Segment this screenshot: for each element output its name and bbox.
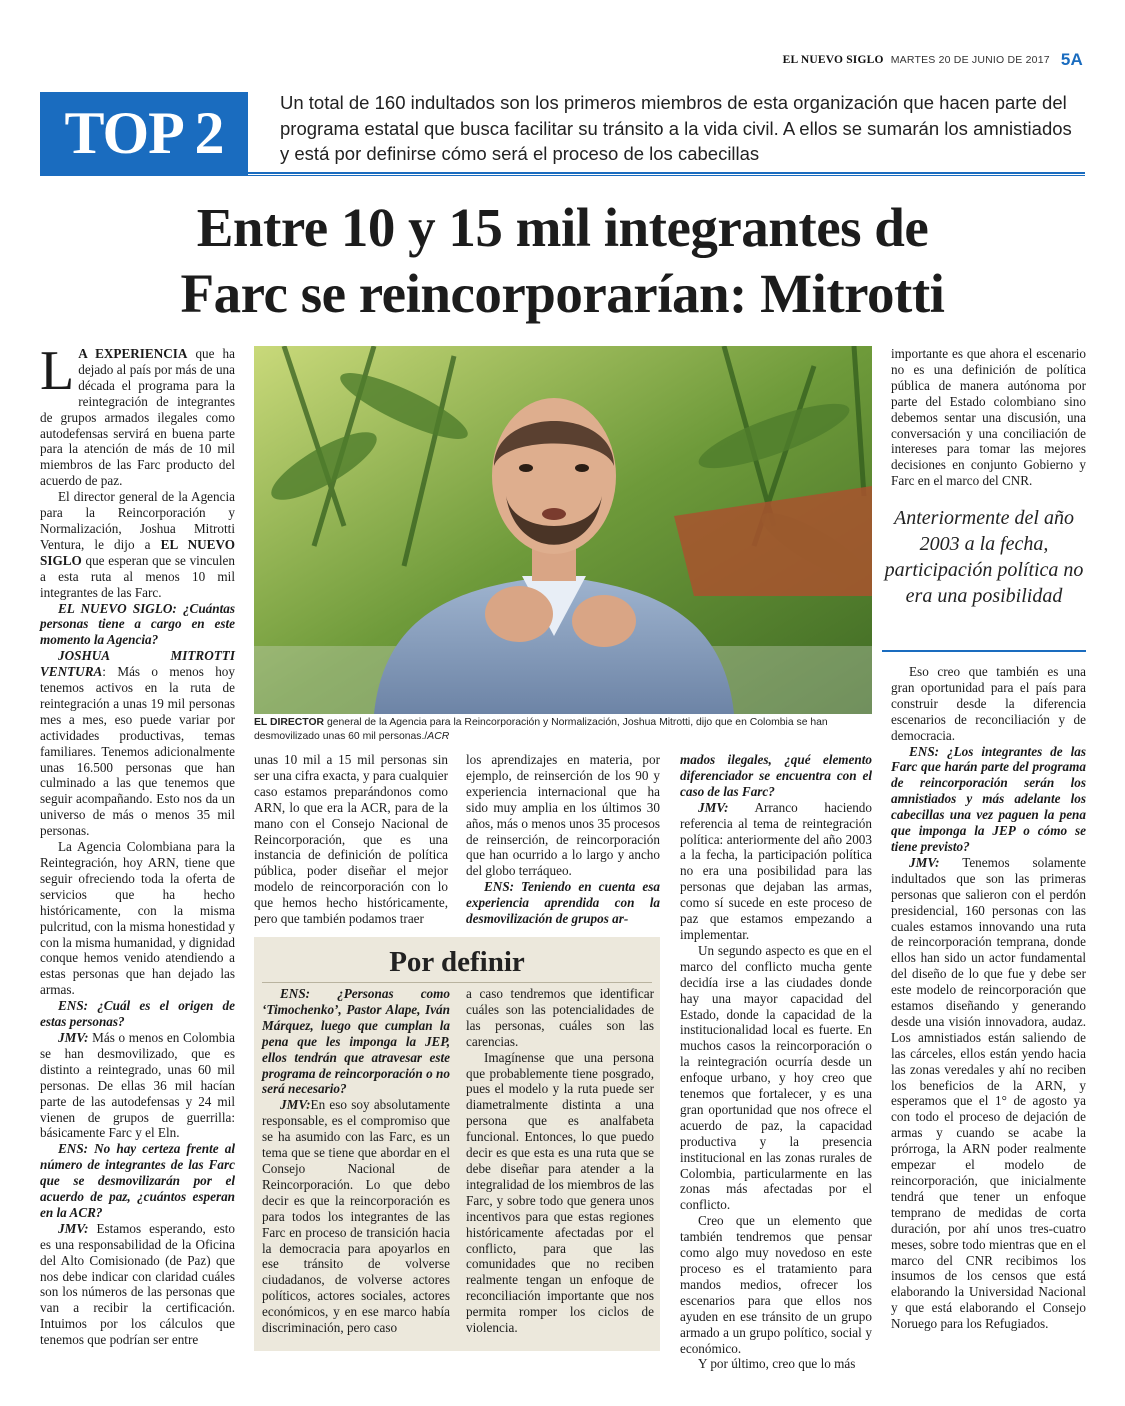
photo-credit: ACR — [427, 731, 450, 742]
sidebar-rule — [262, 982, 652, 983]
paragraph: Creo que un elemento que también tendremos que pensar como algo muy novedoso en este proceso es el tratamiento para mandos medios, ofrecer los escenarios para que ellos nos ayuden en ese tránsito de un grupo armado a un grupo político, social y económico. — [680, 1213, 872, 1356]
masthead — [783, 50, 1083, 70]
interview-answer: JMV: Estamos esperando, esto es una responsabilidad de la Oficina del Alto Comisionado (de Paz) que nos debe indicar con claridad cuáles son los números de las personas que van a recibir la certificación. Intuimos por los cálculos que tenemos que podrían ser entre — [40, 1220, 235, 1348]
column-5 — [891, 346, 1086, 489]
paragraph: El director general de la Agencia para la Reincorporación y Normalización, Joshua Mitrotti Ventura, le dijo a EL NUEVO SIGLO que esperan que se vinculen a esta ruta al menos 10 mil integrantes de las Farc. — [40, 489, 235, 600]
paragraph: unas 10 mil a 15 mil personas sin ser una cifra exacta, y para cualquier caso estamos preparándonos como ARN, lo que era la ACR, para de la mano con el Consejo Nacional de Reincorporación, que es una instancia de definición de política pública, poder diseñar el mejor modelo de reincorporación con lo que hemos hecho históricamente, pero que también podamos traer — [254, 752, 448, 927]
column-4 — [680, 752, 872, 1372]
portrait-photo — [254, 346, 872, 714]
interview-answer: JMV: Arranco haciendo referencia al tema de reintegración política: anteriormente del año 2003 a la fecha, la participación política no era una posibilidad para las personas que dejaban las armas, como sí sucede en este proceso de paz que estamos empezando a implementar. — [680, 799, 872, 942]
paragraph: Y por último, creo que lo más — [698, 1356, 856, 1372]
paragraph: importante es que ahora el escenario no es una definición de política pública de manera autónoma por parte del Estado colombiano sino debemos sentar una discusión, una conversación y una conciliación de intereses para tomar las mejores decisiones en conjunto Gobierno y Farc en el marco del CNR. — [891, 346, 1086, 489]
column-3 — [466, 752, 660, 927]
interview-answer: JOSHUA MITROTTI VENTURA: Más o menos hoy tenemos activos en la ruta de reintegración a unas 19 mil personas mes a mes, eso puede variar por actividades productivas, temas familiares. Tenemos adicionalmente unas 16.500 personas que han culminado a las que tenemos que seguir acompañando. Esto nos da un universo de más o menos 35 mil personas. — [40, 648, 235, 839]
interview-answer: JMV: Más o menos en Colombia se han desmovilizado, que es distinto a reintegrado, unas 60 mil personas. De ellas 36 mil hacían parte de las autodefensas y 24 mil vienen de grupos de guerrilla: básicamente Farc y el Eln. — [40, 1029, 235, 1141]
interview-question: mados ilegales, ¿qué elemento diferenciador se encuentra con el caso de las Farc? — [680, 752, 872, 799]
pull-quote-rule — [882, 650, 1086, 652]
paragraph: a caso tendremos que identificar cuáles son las potencialidades de las personas, cuáles son las carencias. — [466, 986, 654, 1049]
issue-date: MARTES 20 DE JUNIO DE 2017 — [890, 54, 1050, 66]
pull-quote: Anteriormente del año 2003 a la fecha, participación política no era una posibilidad — [884, 507, 1084, 607]
headline-line-1: Entre 10 y 15 mil integrantes de — [196, 197, 929, 258]
sidebar-column-1 — [262, 986, 450, 1336]
column-5-continued — [891, 664, 1086, 1332]
interview-answer: JMV:En eso soy absolutamente responsable, es el compromiso que se ha asumido con las Farc, es un tema que se tiene que abordar en el Consejo Nacional de Reincorporación. Lo que debo decir es que la reincorporación es para todos los integrantes de las Farc en proceso de transición hacia la democracia para apoyarlos en ese tránsito de volverse ciudadanos, de volverse actores políticos, actores sociales, actores económicos, y en ese marco había discriminación, pero caso — [262, 1097, 450, 1336]
column-2 — [254, 752, 448, 927]
section-rule-thin — [40, 175, 1085, 176]
sidebar-title: Por definir — [389, 946, 525, 978]
paragraph: Imagínense que una persona que probablemente tiene posgrado, pues el modelo y la ruta puede ser diametralmente distinta a una persona que es analfabeta funcional. Entonces, lo que puedo decir es que esta es una ruta que se debe diseñar para atender a la integralidad de los miembros de las Farc, y sobre todo que genera unos incentivos para que estas regiones históricamente afectadas por el conflicto, para que las comunidades que no reciben realmente tengan un enfoque de reconciliación importante que nos permita romper los ciclos de violencia. — [466, 1049, 654, 1336]
interview-question: ENS: Teniendo en cuenta esa experiencia aprendida con la desmovilización de grupos ar- — [466, 879, 660, 927]
section-rule — [248, 172, 1085, 174]
interview-question: ENS: ¿Los integrantes de las Farc que harán parte del programa de reincorporación serán los amnistiados y más adelante los cabecillas una vez paguen la pena que imponga la JEP o cómo se tiene previsto? — [891, 743, 1086, 854]
interview-question: ENS: No hay certeza frente al número de integrantes de las Farc que se desmovilizarán por el acuerdo de paz, ¿cuántos esperan en la ACR? — [40, 1141, 235, 1220]
interview-question: ENS: ¿Cuál es el origen de estas personas? — [40, 998, 235, 1030]
paragraph: Un segundo aspecto es que en el marco del conflicto mucha gente decidía irse a las ciudades donde hay una mayor capacidad del Estado, donde la capacidad de la institucionalidad local es fuerte. En muchos casos la reincorporación o la reintegración ocurría desde un enfoque urbano, y hoy creo que tenemos que fortalecer, y es una gran oportunidad que nos ofrece el acuerdo de paz, la capacidad productiva y la presencia institucional en las zonas rurales de Colombia, particularmente en las zonas más afectadas por el conflicto. — [680, 942, 872, 1213]
paragraph: Eso creo que también es una gran oportunidad para el país para construir desde la diferencia escenarios de reconciliación y de democracia. — [891, 664, 1086, 743]
page-number: 5A — [1060, 50, 1083, 69]
paragraph: La Agencia Colombiana para la Reintegración, hoy ARN, tiene que seguir ofreciendo toda la oferta de servicios que ha hecho históricamente, con la misma pulcritud, con la misma honestidad y con la misma humanidad, y dignidad conque hemos venido atendiendo a estas personas que han dejado las armas. — [40, 839, 235, 998]
lead-paragraph: L A EXPERIENCIA que ha dejado al país por más de una década el programa para la reintegración de integrantes de grupos armados ilegales como autodefensas servirá en buena parte para la atención de más de 10 mil miembros de las Farc producto del acuerdo de paz. — [40, 340, 235, 489]
drop-cap: L — [40, 340, 75, 402]
photo-illustration — [254, 346, 872, 714]
photo-caption: EL DIRECTOR general de la Agencia para la Reincorporación y Normalización, Joshua Mitrotti, dijo que en Colombia se han desmovilizado unas 60 mil personas./ACR — [254, 717, 828, 742]
interview-answer: JMV: Tenemos solamente indultados que son las primeras personas que salieron con el perdón presidencial, 160 personas con las cuales estamos innovando una ruta de reincorporación temprana, donde ellos han sido un actor fundamental del diseño de lo que fue y debe ser este modelo de reincorporación que estamos diseñando y generando desde una visión innovadora, audaz. Los amnistiados están saliendo de las cárceles, ellos están yendo hacia las zonas veredales y ahí no reciben los beneficios de la ARN, y esperamos que el 1° de agosto ya con todo el proceso de dejación de armas y cuando se acabe la prórroga, la ARN poder realmente empezar el modelo de reincorporación, que inicialmente tendrá que tener un enfoque temprano de medidas de corta duración, por ahí unos tres-cuatro meses, sobre todo mientras que en el marco del CNR recibimos los insumos de los censos que está elaborando la Universidad Nacional y que está elaborando el Consejo Noruego para los Refugiados. — [891, 854, 1086, 1332]
headline — [40, 195, 1085, 327]
interview-question: ENS: ¿Personas como ‘Timochenko’, Pastor Alape, Iván Márquez, luego que cumplan la pena que les imponga la JEP, ellos tendrán que atravesar este programa de reincorporación o no será necesario? — [262, 986, 450, 1097]
interview-question: EL NUEVO SIGLO: ¿Cuántas personas tiene a cargo en este momento la Agencia? — [40, 600, 235, 648]
section-label: TOP 2 — [40, 92, 248, 175]
headline-line-2: Farc se reincorporarían: Mitrotti — [180, 263, 945, 324]
sidebar-column-2 — [466, 986, 654, 1336]
newspaper-name: EL NUEVO SIGLO — [782, 54, 884, 66]
paragraph: los aprendizajes en materia, por ejemplo, de reinserción de los 90 y experiencia internacional que ha sido muy amplia en los últimos 30 años, más o menos unos 35 procesos de reinserción, de reincorporación que han ocurrido a lo largo y ancho del globo terráqueo. — [466, 752, 660, 879]
article-deck: Un total de 160 indultados son los primeros miembros de esta organización que hacen parte del programa estatal que busca facilitar su tránsito a la vida civil. A ellos se sumarán los amnistiados y está por definirse cómo será el proceso de los cabecillas — [280, 92, 1072, 164]
column-1 — [40, 340, 235, 1348]
